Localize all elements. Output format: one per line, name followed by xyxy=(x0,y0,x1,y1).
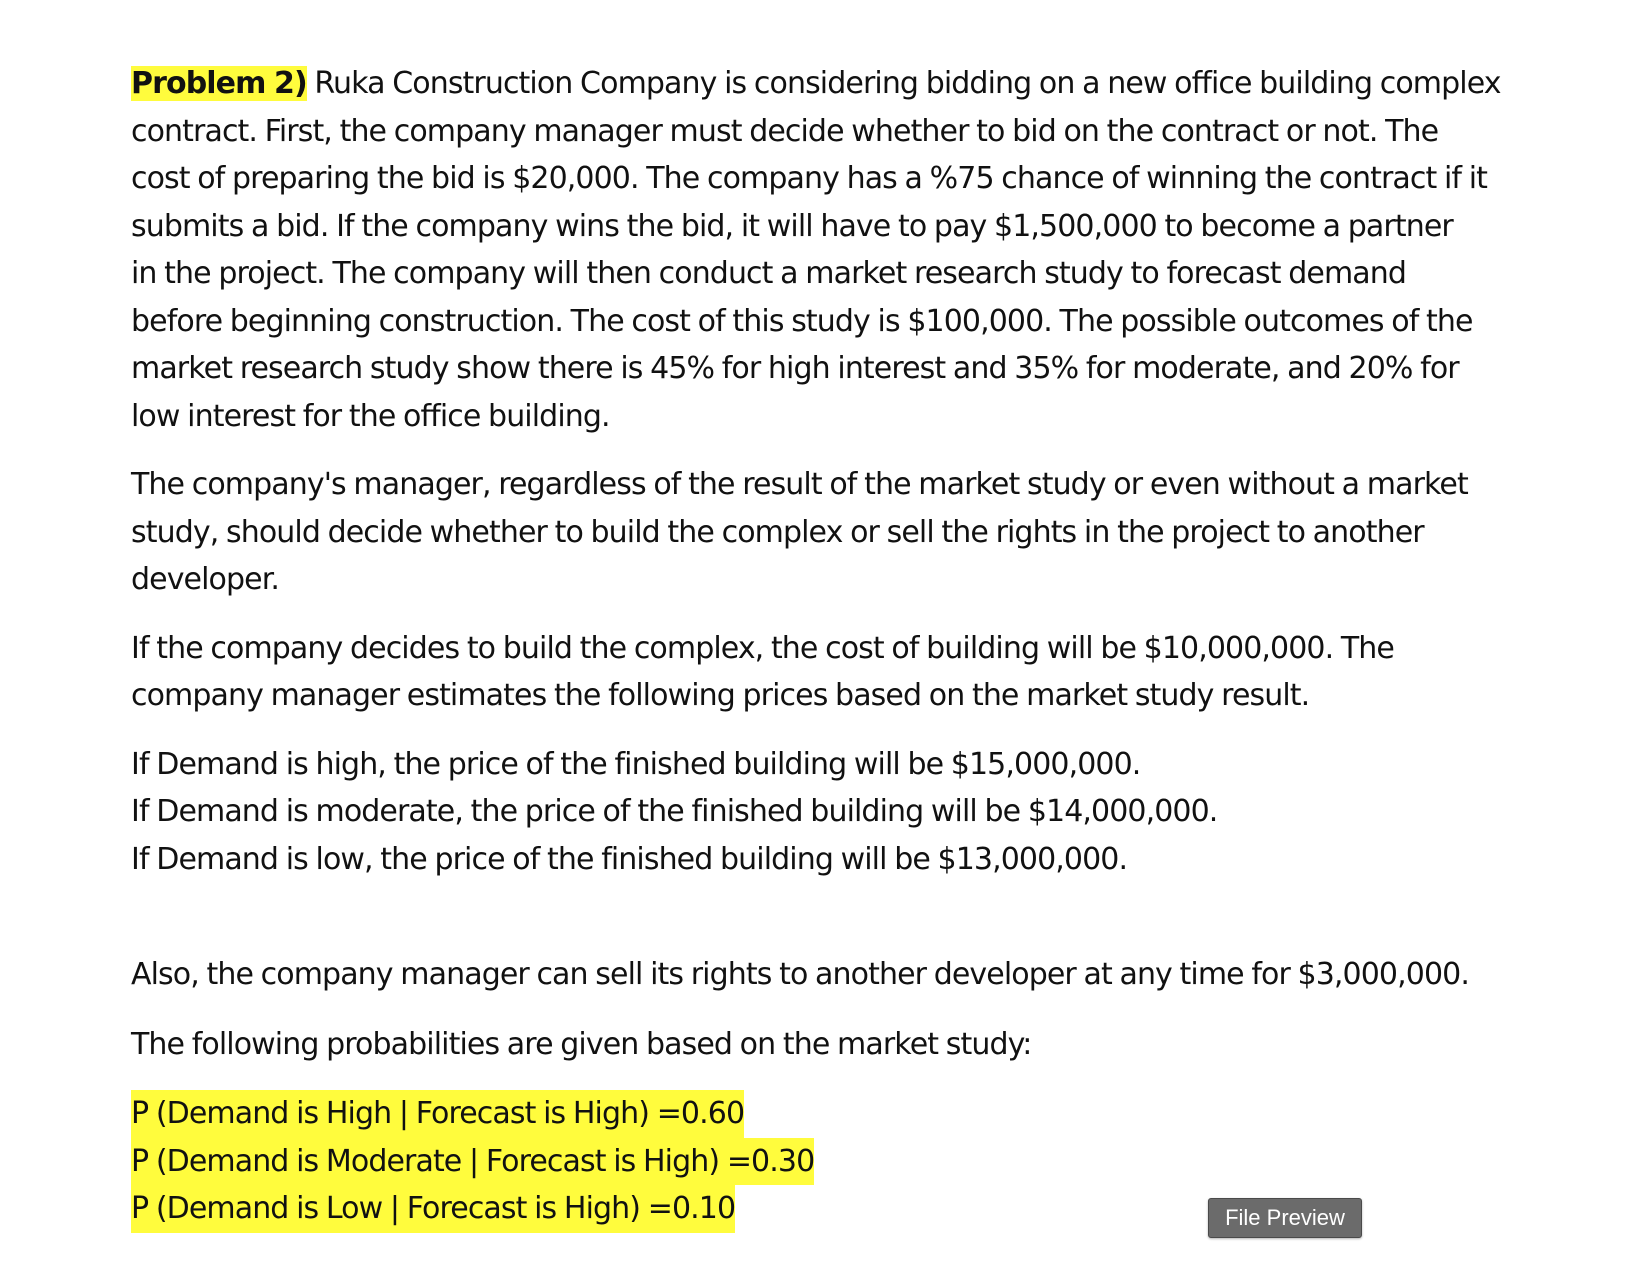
problem-intro-paragraph xyxy=(131,60,1571,440)
sell-line: Also, the company manager can sell its rights to another developer at any time for $3,000,000. xyxy=(131,957,1469,992)
manager-line-3: developer. xyxy=(131,562,280,597)
intro-line-8: low interest for the office building. xyxy=(131,398,610,434)
intro-line-5: in the project. The company will then conduct a market research study to forecast demand xyxy=(131,256,1407,291)
intro-text: Ruka Construction Company is considering bidding on a new office building complex xyxy=(306,66,1501,101)
intro-line-3: cost of preparing the bid is $20,000. The company has a %75 chance of winning the contract if it xyxy=(131,161,1487,196)
build-line-2: company manager estimates the following prices based on the market study result. xyxy=(131,678,1310,713)
file-preview-button[interactable]: File Preview xyxy=(1208,1198,1362,1238)
probabilities-intro: The following probabilities are given based on the market study: xyxy=(131,1026,1032,1062)
intro-line-4: submits a bid. If the company wins the bid, it will have to pay $1,500,000 to become a partner xyxy=(131,208,1453,244)
problem-label: Problem 2) xyxy=(131,66,307,101)
intro-line-2: contract. First, the company manager must decide whether to bid on the contract or not. The xyxy=(131,113,1439,149)
probability-high: P (Demand is High | Forecast is High) =0.60 xyxy=(131,1090,744,1138)
sell-paragraph xyxy=(131,951,1571,999)
intro-line-7: market research study show there is 45% for high interest and 35% for moderate, and 20% for xyxy=(131,351,1459,386)
intro-line-1 xyxy=(131,60,1571,108)
price-line-low: If Demand is low, the price of the finished building will be $13,000,000. xyxy=(131,841,1128,877)
build-paragraph xyxy=(131,625,1571,720)
document-body xyxy=(131,60,1571,1233)
probability-moderate: P (Demand is Moderate | Forecast is High) =0.30 xyxy=(131,1138,814,1186)
probability-low: P (Demand is Low | Forecast is High) =0.10 xyxy=(131,1185,735,1233)
price-line-high: If Demand is high, the price of the finished building will be $15,000,000. xyxy=(131,746,1141,782)
intro-line-6: before beginning construction. The cost of this study is $100,000. The possible outcomes of the xyxy=(131,303,1473,339)
price-line-moderate: If Demand is moderate, the price of the finished building will be $14,000,000. xyxy=(131,794,1218,829)
probabilities-intro-paragraph xyxy=(131,1021,1571,1069)
build-line-1: If the company decides to build the complex, the cost of building will be $10,000,000. The xyxy=(131,630,1394,666)
manager-line-1: The company's manager, regardless of the result of the market study or even without a market xyxy=(131,467,1468,502)
manager-paragraph xyxy=(131,461,1571,604)
prices-paragraph xyxy=(131,741,1571,884)
manager-line-2: study, should decide whether to build the complex or sell the rights in the project to another xyxy=(131,514,1424,550)
